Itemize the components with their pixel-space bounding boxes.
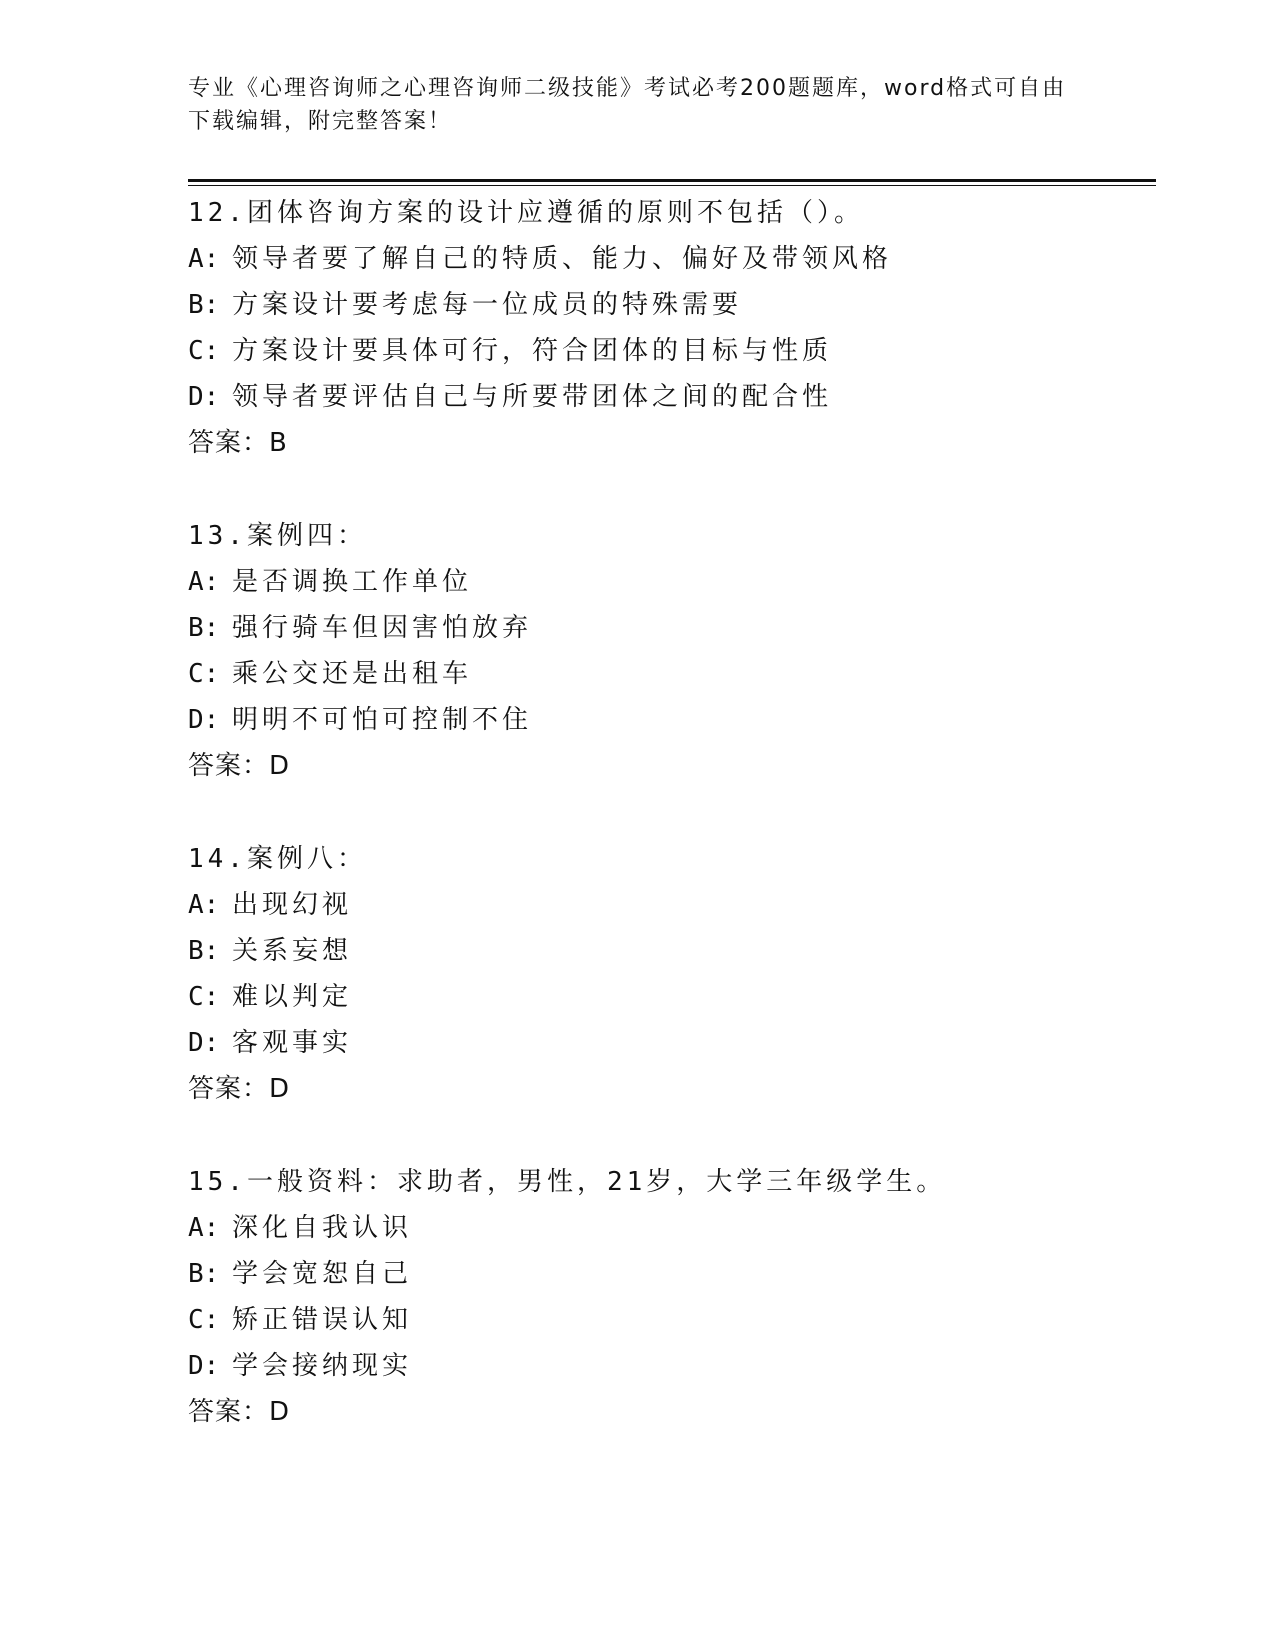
option-b bbox=[188, 605, 1148, 651]
question-12 bbox=[188, 190, 1148, 466]
option-text: 方案设计要考虑每一位成员的特殊需要 bbox=[232, 290, 743, 320]
option-c bbox=[188, 328, 1148, 374]
option-text: 学会接纳现实 bbox=[232, 1351, 413, 1381]
option-text: 方案设计要具体可行，符合团体的目标与性质 bbox=[232, 336, 833, 366]
option-text: 明明不可怕可控制不住 bbox=[232, 705, 533, 735]
option-text: 领导者要了解自己的特质、能力、偏好及带领风格 bbox=[232, 244, 893, 274]
option-c bbox=[188, 974, 1148, 1020]
question-14 bbox=[188, 836, 1148, 1112]
question-13 bbox=[188, 513, 1148, 789]
option-text: 难以判定 bbox=[232, 982, 353, 1012]
option-label: C: bbox=[188, 336, 220, 366]
option-text: 深化自我认识 bbox=[232, 1213, 413, 1243]
option-text: 出现幻视 bbox=[232, 890, 353, 920]
option-text: 学会宽恕自己 bbox=[232, 1259, 413, 1289]
option-text: 是否调换工作单位 bbox=[232, 567, 473, 597]
option-label: B: bbox=[188, 290, 220, 320]
option-a bbox=[188, 236, 1148, 282]
header-divider-thick bbox=[188, 179, 1156, 182]
answer: 答案：D bbox=[188, 1397, 291, 1427]
option-label: C: bbox=[188, 1305, 220, 1335]
option-label: A: bbox=[188, 1213, 220, 1243]
option-label: D: bbox=[188, 1028, 220, 1058]
question-stem: 14.案例八： bbox=[188, 844, 367, 874]
option-d bbox=[188, 1343, 1148, 1389]
document-header: 专业《心理咨询师之心理咨询师二级技能》考试必考200题题库，word格式可自由下载编辑，附完整答案！ bbox=[188, 76, 1067, 134]
option-text: 领导者要评估自己与所要带团体之间的配合性 bbox=[232, 382, 833, 412]
option-text: 关系妄想 bbox=[232, 936, 353, 966]
option-c bbox=[188, 1297, 1148, 1343]
option-a bbox=[188, 1205, 1148, 1251]
option-label: D: bbox=[188, 1351, 220, 1381]
option-text: 客观事实 bbox=[232, 1028, 353, 1058]
answer: 答案：D bbox=[188, 1074, 291, 1104]
option-label: D: bbox=[188, 705, 220, 735]
header-divider-thin bbox=[188, 185, 1156, 186]
question-stem: 15.一般资料：求助者，男性，21岁，大学三年级学生。 bbox=[188, 1167, 947, 1197]
option-label: A: bbox=[188, 890, 220, 920]
option-a bbox=[188, 559, 1148, 605]
answer: 答案：B bbox=[188, 428, 288, 458]
option-a bbox=[188, 882, 1148, 928]
answer: 答案：D bbox=[188, 751, 291, 781]
option-text: 矫正错误认知 bbox=[232, 1305, 413, 1335]
option-b bbox=[188, 282, 1148, 328]
option-label: C: bbox=[188, 982, 220, 1012]
option-d bbox=[188, 1020, 1148, 1066]
option-c bbox=[188, 651, 1148, 697]
question-list bbox=[188, 190, 1148, 1482]
option-text: 强行骑车但因害怕放弃 bbox=[232, 613, 533, 643]
option-label: B: bbox=[188, 936, 220, 966]
question-stem: 13.案例四： bbox=[188, 521, 367, 551]
option-label: B: bbox=[188, 613, 220, 643]
option-b bbox=[188, 1251, 1148, 1297]
option-text: 乘公交还是出租车 bbox=[232, 659, 473, 689]
option-label: A: bbox=[188, 244, 220, 274]
option-label: D: bbox=[188, 382, 220, 412]
option-d bbox=[188, 697, 1148, 743]
option-label: A: bbox=[188, 567, 220, 597]
option-b bbox=[188, 928, 1148, 974]
option-label: C: bbox=[188, 659, 220, 689]
question-15 bbox=[188, 1159, 1148, 1435]
question-stem: 12.团体咨询方案的设计应遵循的原则不包括（）。 bbox=[188, 198, 864, 228]
option-d bbox=[188, 374, 1148, 420]
option-label: B: bbox=[188, 1259, 220, 1289]
